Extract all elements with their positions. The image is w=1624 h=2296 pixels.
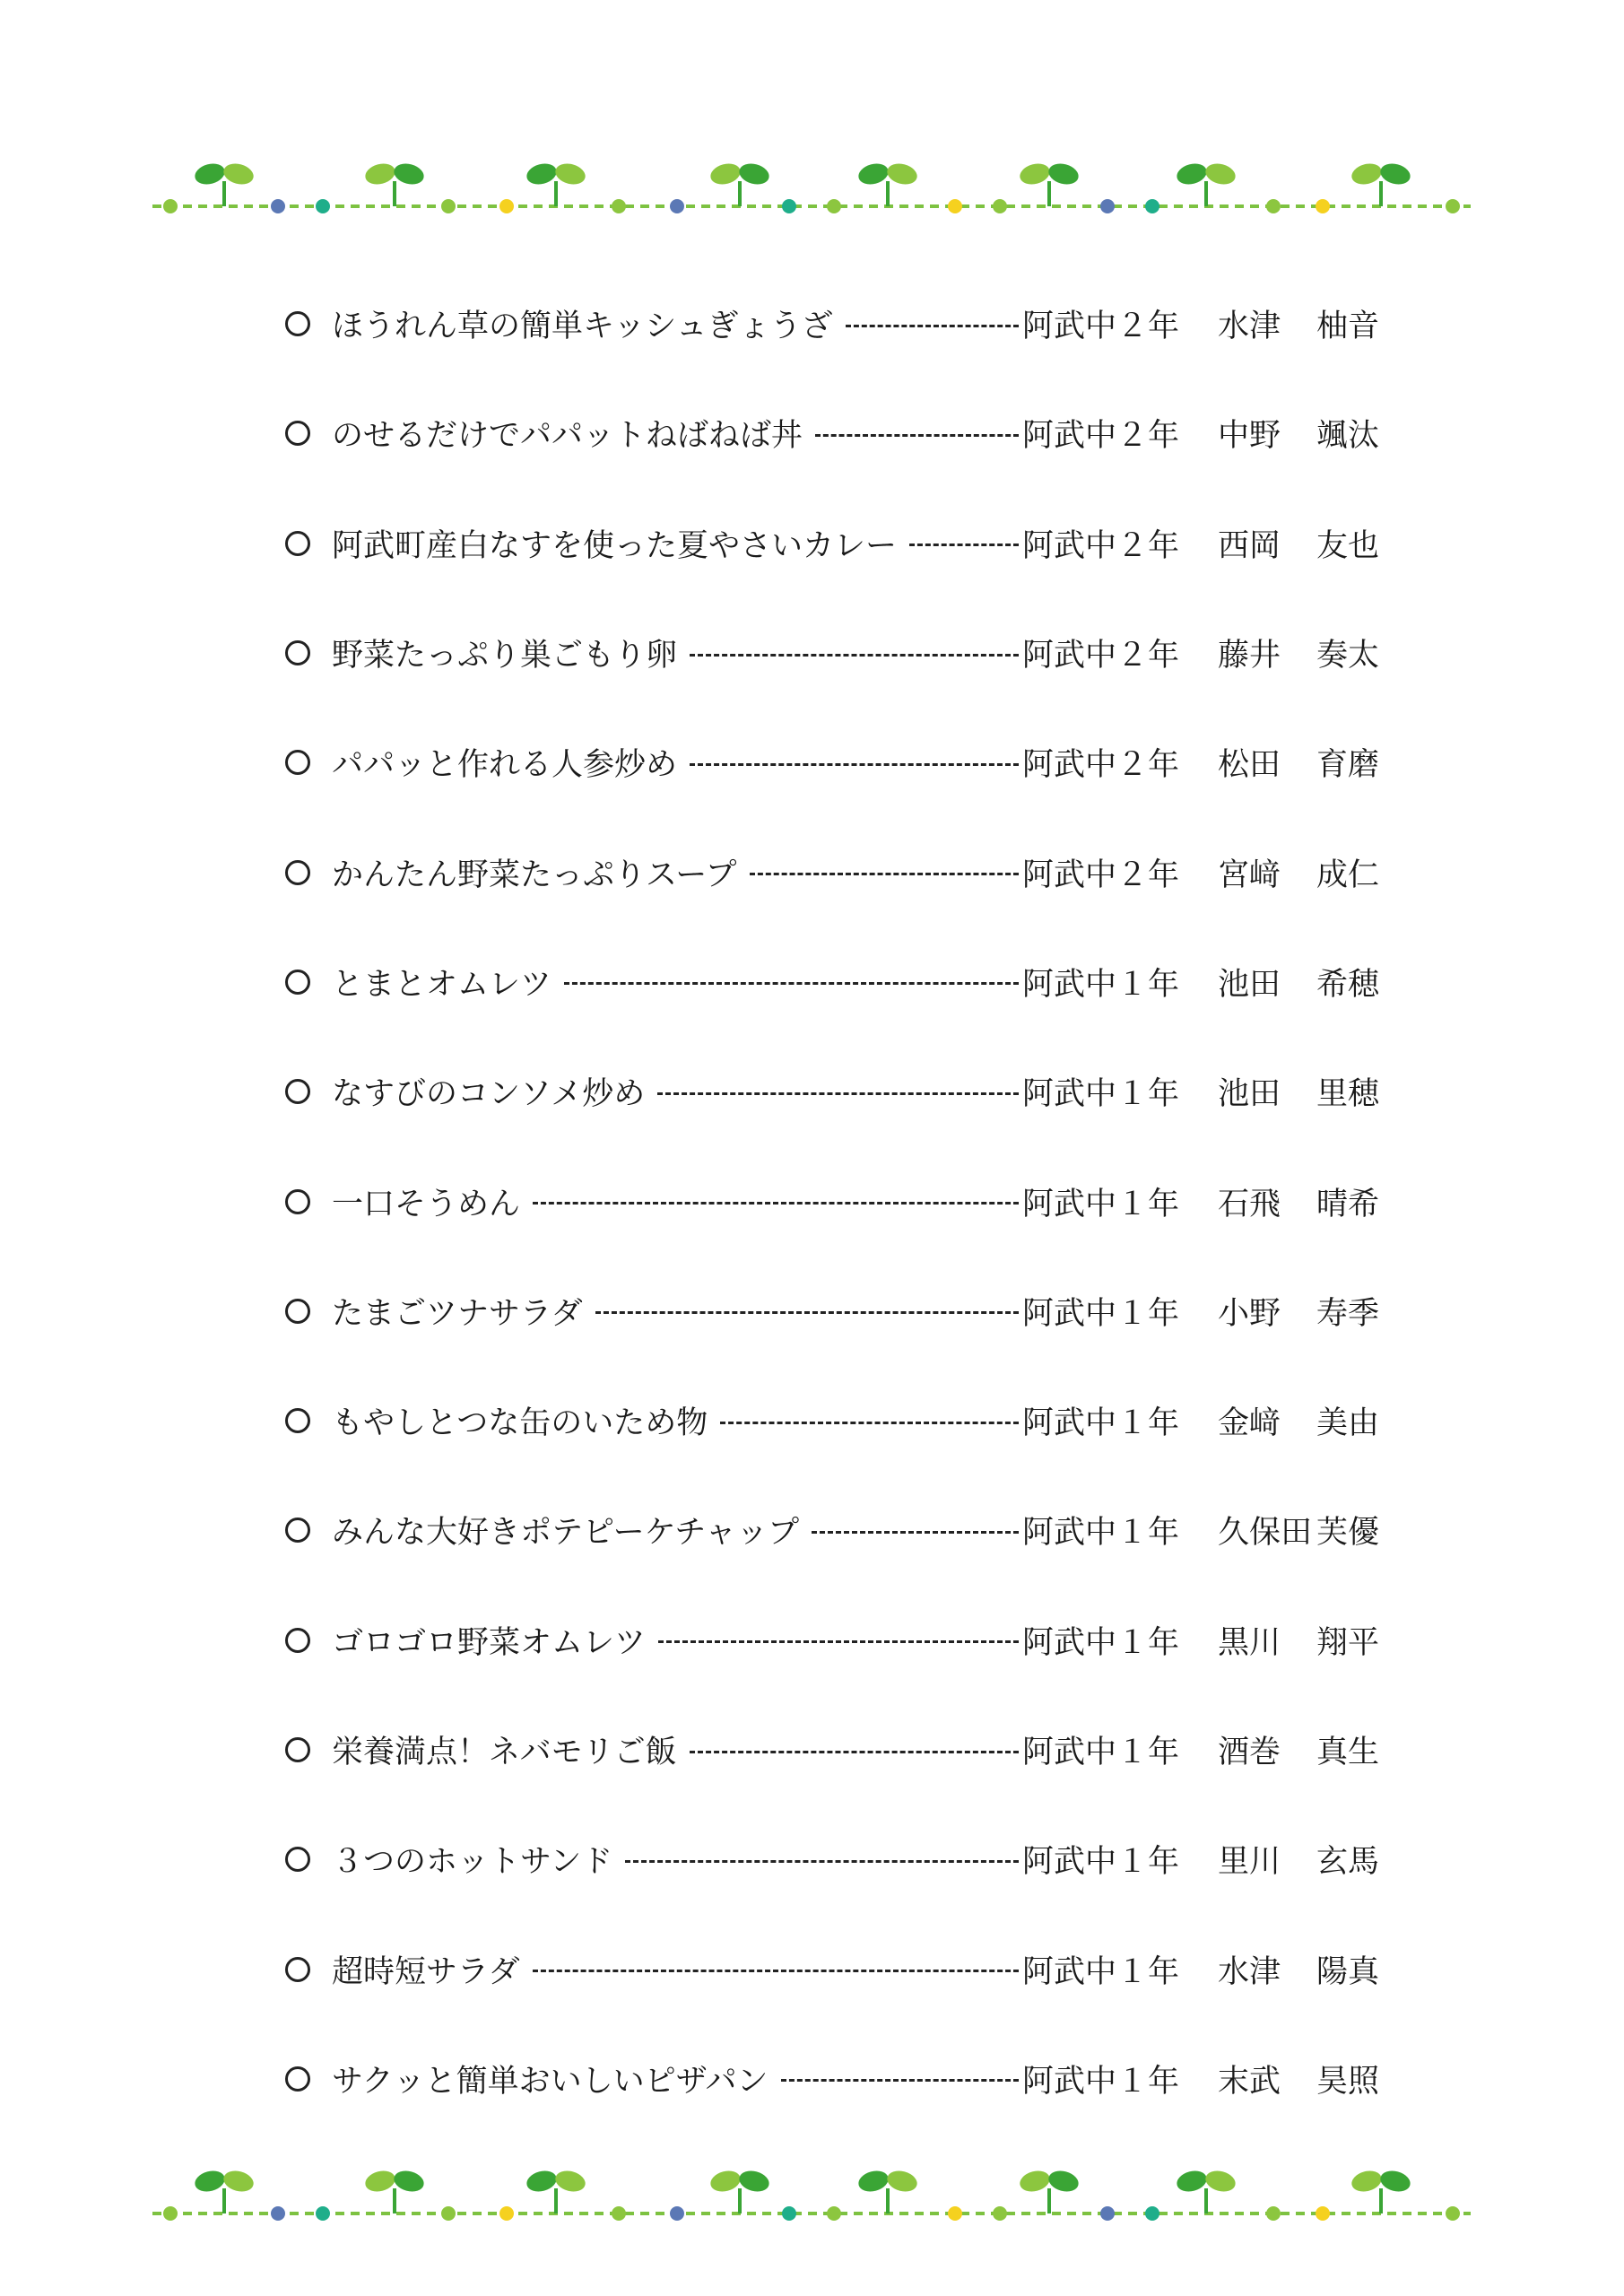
sprout-vine-border-top <box>152 154 1471 235</box>
circle-bullet-icon <box>285 970 310 995</box>
sprout-icon <box>708 161 772 206</box>
school-grade: 阿武中１年 <box>1022 1953 1180 1990</box>
dashed-leader-line <box>690 654 1019 657</box>
recipe-title: たまごツナサラダ <box>332 1295 583 1332</box>
sprout-icon <box>525 161 588 206</box>
sprout-vine-border-bottom <box>152 2161 1471 2242</box>
circle-bullet-icon <box>285 421 310 446</box>
sprout-icon <box>1018 161 1081 206</box>
vine-dot <box>163 199 178 213</box>
recipe-entry <box>285 1914 1451 2023</box>
sprout-icon <box>525 2168 588 2213</box>
recipe-title: もやしとつな缶のいため物 <box>332 1405 708 1442</box>
circle-bullet-icon <box>285 1957 310 1982</box>
dashed-leader-line <box>533 1970 1019 1972</box>
dashed-leader-line <box>657 1092 1019 1095</box>
school-grade: 阿武中２年 <box>1022 747 1180 784</box>
school-grade: 阿武中１年 <box>1022 1844 1180 1881</box>
recipe-entry <box>285 1586 1451 1695</box>
student-given-name: 里穂 <box>1316 1076 1380 1113</box>
student-given-name: 陽真 <box>1316 1953 1380 1990</box>
dashed-leader-line <box>750 873 1019 875</box>
sprout-vine-border-icon <box>152 154 1471 235</box>
school-grade: 阿武中１年 <box>1022 1624 1180 1661</box>
student-given-name: 颯汰 <box>1316 418 1380 455</box>
recipe-entry <box>285 1037 1451 1146</box>
dashed-leader-line <box>533 1202 1019 1205</box>
dashed-leader-line <box>781 2079 1019 2082</box>
student-given-name: 翔平 <box>1316 1624 1380 1661</box>
vine-dot <box>948 199 962 213</box>
dashed-leader-line <box>846 325 1019 327</box>
vine-dot <box>499 199 514 213</box>
vine-dot <box>1266 2206 1281 2221</box>
recipe-title: ゴロゴロ野菜オムレツ <box>332 1624 647 1661</box>
student-given-name: 奏太 <box>1316 638 1380 674</box>
vine-dot <box>827 2206 841 2221</box>
circle-bullet-icon <box>285 311 310 336</box>
vine-dot <box>1446 199 1460 213</box>
school-grade: 阿武中１年 <box>1022 1295 1180 1332</box>
student-family-name: 里川 <box>1218 1844 1281 1881</box>
dashed-leader-line <box>690 1751 1019 1753</box>
student-given-name: 玄馬 <box>1316 1844 1380 1881</box>
circle-bullet-icon <box>285 2066 310 2092</box>
circle-bullet-icon <box>285 1299 310 1324</box>
sprout-icon <box>363 161 427 206</box>
student-family-name: 黒川 <box>1218 1624 1281 1661</box>
recipe-title: ほうれん草の簡単キッシュぎょうざ <box>332 309 833 345</box>
recipe-title: サクッと簡単おいしいピザパン <box>332 2063 769 2100</box>
dashed-leader-line <box>625 1860 1019 1863</box>
circle-bullet-icon <box>285 1628 310 1653</box>
vine-dot <box>948 2206 962 2221</box>
vine-dot <box>441 199 456 213</box>
recipe-title: かんたん野菜たっぷりスープ <box>332 857 737 893</box>
recipe-title: 一口そうめん <box>332 1186 521 1222</box>
circle-bullet-icon <box>285 1189 310 1214</box>
vine-dot <box>612 2206 626 2221</box>
dashed-leader-line <box>812 1531 1019 1534</box>
dashed-leader-line <box>909 544 1019 546</box>
sprout-icon <box>856 2168 920 2213</box>
recipe-entry <box>285 489 1451 598</box>
student-given-name: 育磨 <box>1316 747 1380 784</box>
recipe-title: とまとオムレツ <box>332 966 552 1003</box>
student-family-name: 中野 <box>1218 418 1281 455</box>
sprout-icon <box>1175 161 1238 206</box>
sprout-icon <box>1175 2168 1238 2213</box>
vine-dot <box>271 199 285 213</box>
sprout-vine-border-icon <box>152 2161 1471 2242</box>
school-grade: 阿武中２年 <box>1022 527 1180 564</box>
vine-dot <box>670 2206 684 2221</box>
student-given-name: 真生 <box>1316 1735 1380 1770</box>
sprout-icon <box>708 2168 772 2213</box>
vine-dot <box>670 199 684 213</box>
school-grade: 阿武中２年 <box>1022 638 1180 674</box>
school-grade: 阿武中１年 <box>1022 1186 1180 1222</box>
recipe-entry <box>285 2024 1451 2134</box>
vine-dot <box>1446 2206 1460 2221</box>
vine-dot <box>827 199 841 213</box>
vine-dot <box>1100 2206 1115 2221</box>
school-grade: 阿武中１年 <box>1022 966 1180 1003</box>
student-family-name: 石飛 <box>1218 1186 1281 1222</box>
circle-bullet-icon <box>285 1408 310 1433</box>
school-grade: 阿武中２年 <box>1022 309 1180 345</box>
sprout-icon <box>1018 2168 1081 2213</box>
circle-bullet-icon <box>285 640 310 665</box>
circle-bullet-icon <box>285 1847 310 1872</box>
student-family-name: 久保田 <box>1218 1515 1313 1552</box>
student-family-name: 金﨑 <box>1218 1405 1281 1442</box>
student-given-name: 友也 <box>1316 527 1380 564</box>
recipe-entry <box>285 927 1451 1037</box>
sprout-icon <box>193 161 256 206</box>
sprout-icon <box>1350 161 1413 206</box>
student-family-name: 池田 <box>1218 966 1281 1003</box>
recipe-entry-list <box>285 269 1451 2134</box>
school-grade: 阿武中１年 <box>1022 2063 1180 2100</box>
student-given-name: 寿季 <box>1316 1295 1380 1332</box>
recipe-entry <box>285 817 1451 926</box>
student-given-name: 柚音 <box>1316 309 1380 345</box>
vine-dot <box>499 2206 514 2221</box>
recipe-title: 野菜たっぷり巣ごもり卵 <box>332 638 678 674</box>
school-grade: 阿武中１年 <box>1022 1076 1180 1113</box>
vine-dot <box>993 2206 1007 2221</box>
recipe-title: 超時短サラダ <box>332 1953 520 1990</box>
recipe-entry <box>285 378 1451 488</box>
student-family-name: 松田 <box>1218 747 1281 784</box>
student-family-name: 藤井 <box>1218 638 1281 674</box>
recipe-entry <box>285 1366 1451 1475</box>
vine-dot <box>316 199 330 213</box>
vine-dot <box>782 2206 796 2221</box>
dashed-leader-line <box>564 982 1019 985</box>
sprout-icon <box>193 2168 256 2213</box>
recipe-entry <box>285 269 1451 378</box>
vine-dot <box>1145 2206 1159 2221</box>
vine-dot <box>1145 199 1159 213</box>
recipe-title: 阿武町産白なすを使った夏やさいカレー <box>332 527 898 564</box>
vine-dot <box>271 2206 285 2221</box>
dashed-leader-line <box>720 1422 1019 1424</box>
vine-dot <box>993 199 1007 213</box>
sprout-icon <box>363 2168 427 2213</box>
vine-dot <box>612 199 626 213</box>
vine-dot <box>782 199 796 213</box>
vine-dot <box>1100 199 1115 213</box>
student-given-name: 晴希 <box>1316 1186 1380 1222</box>
circle-bullet-icon <box>285 860 310 885</box>
student-given-name: 美由 <box>1316 1405 1380 1442</box>
vine-dot <box>441 2206 456 2221</box>
school-grade: 阿武中１年 <box>1022 1515 1180 1552</box>
recipe-title: 栄養満点！ネバモリご飯 <box>332 1735 677 1770</box>
school-grade: 阿武中１年 <box>1022 1735 1180 1770</box>
vine-dot <box>1266 199 1281 213</box>
dashed-leader-line <box>815 434 1019 437</box>
recipe-title: のせるだけでパパットねばねば丼 <box>332 418 803 455</box>
student-family-name: 酒巻 <box>1218 1735 1281 1770</box>
school-grade: 阿武中２年 <box>1022 418 1180 455</box>
circle-bullet-icon <box>285 1737 310 1762</box>
circle-bullet-icon <box>285 750 310 775</box>
recipe-entry <box>285 1475 1451 1585</box>
student-family-name: 宮﨑 <box>1218 857 1281 893</box>
recipe-title: みんな大好きポテピーケチャップ <box>332 1515 800 1552</box>
recipe-entry <box>285 1146 1451 1256</box>
dashed-leader-line <box>658 1640 1019 1643</box>
student-family-name: 池田 <box>1218 1076 1281 1113</box>
vine-dot <box>316 2206 330 2221</box>
recipe-entry <box>285 1257 1451 1366</box>
student-given-name: 昊照 <box>1316 2063 1380 2100</box>
school-grade: 阿武中２年 <box>1022 857 1180 893</box>
student-given-name: 芙優 <box>1316 1515 1380 1552</box>
student-given-name: 成仁 <box>1316 857 1380 893</box>
circle-bullet-icon <box>285 531 310 556</box>
dashed-leader-line <box>690 763 1019 766</box>
recipe-title: なすびのコンソメ炒め <box>332 1076 646 1113</box>
school-grade: 阿武中１年 <box>1022 1405 1180 1442</box>
circle-bullet-icon <box>285 1518 310 1543</box>
sprout-icon <box>856 161 920 206</box>
student-family-name: 西岡 <box>1218 527 1281 564</box>
circle-bullet-icon <box>285 1079 310 1104</box>
vine-dot <box>163 2206 178 2221</box>
student-family-name: 小野 <box>1218 1295 1281 1332</box>
recipe-title: パパッと作れる人参炒め <box>332 747 678 784</box>
dashed-leader-line <box>595 1311 1019 1314</box>
student-family-name: 水津 <box>1218 309 1281 345</box>
student-given-name: 希穂 <box>1316 966 1380 1003</box>
vine-dot <box>1316 2206 1330 2221</box>
recipe-title: ３つのホットサンド <box>332 1844 613 1881</box>
student-family-name: 水津 <box>1218 1953 1281 1990</box>
recipe-entry <box>285 598 1451 708</box>
recipe-entry <box>285 1805 1451 1914</box>
sprout-icon <box>1350 2168 1413 2213</box>
recipe-entry <box>285 1695 1451 1805</box>
vine-dot <box>1316 199 1330 213</box>
recipe-entry <box>285 708 1451 817</box>
student-family-name: 末武 <box>1218 2063 1281 2100</box>
